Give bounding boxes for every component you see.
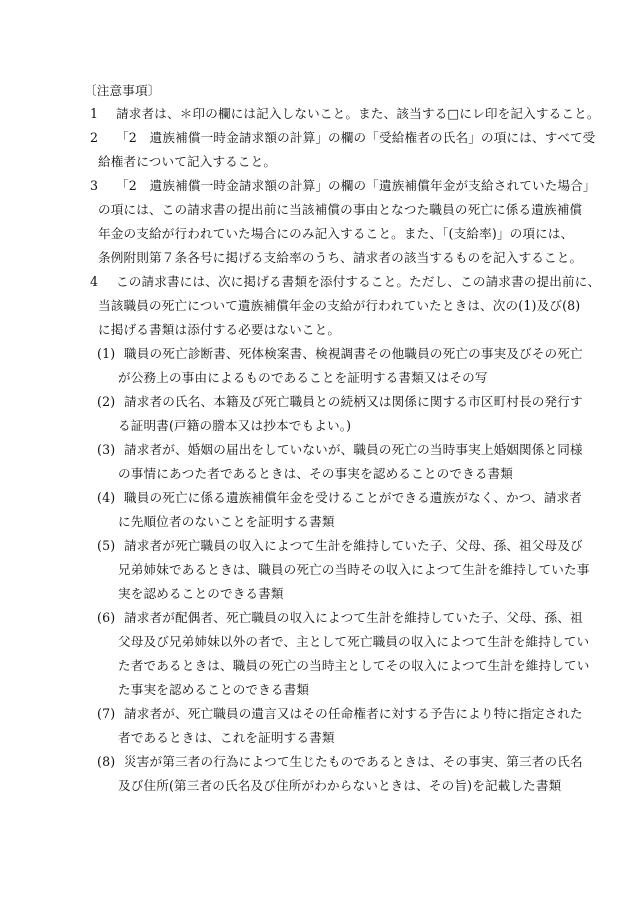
note-text: 「2 遺族補償一時金請求額の計算」の欄の「遺族補償年金が支給されていた場合」 <box>116 178 596 193</box>
document-text-continued: 父母及び兄弟姉妹以外の者で、主として死亡職員の収入によつて生計を維持してい <box>118 634 590 649</box>
document-text: 請求者が配偶者、死亡職員の収入によつて生計を維持していた子、父母、孫、祖 <box>124 610 583 625</box>
note-text-continued: 当該職員の死亡について遺族補償年金の支給が行われていたときは、次の(1)及び(8) <box>98 298 581 313</box>
notes-heading: 〔注意事項〕 <box>84 83 161 98</box>
document-item-4 <box>97 490 582 506</box>
note-number: 3 <box>90 178 99 193</box>
document-number: (6) <box>97 610 116 625</box>
note-item-4 <box>90 274 600 290</box>
document-text-continued: 実を認めることのできる書類 <box>118 586 284 601</box>
note-text: 「2 遺族補償一時金請求額の計算」の欄の「受給権者の氏名」の項には、すべて受 <box>116 130 596 145</box>
note-item-3 <box>90 178 596 194</box>
document-text: 職員の死亡診断書、死体検案書、検視調書その他職員の死亡の事実及びその死亡 <box>124 346 583 361</box>
document-text: 災害が第三者の行為によつて生じたものであるときは、その事実、第三者の氏名 <box>124 754 583 769</box>
document-number: (5) <box>97 538 116 553</box>
document-text-continued: に先順位者のないことを証明する書類 <box>118 514 335 529</box>
note-number: 1 <box>90 106 99 121</box>
document-item-8 <box>97 754 583 770</box>
document-text-continued: 者であるときは、これを証明する書類 <box>118 730 335 745</box>
document-number: (8) <box>97 754 116 769</box>
note-text-continued: に掲げる書類は添付する必要はないこと。 <box>98 322 341 337</box>
document-number: (4) <box>97 490 116 505</box>
note-item-2 <box>90 130 595 146</box>
note-number: 2 <box>90 130 99 145</box>
note-text: 請求者は、＊印の欄には記入しないこと。また、該当する□にレ印を記入すること。 <box>116 106 600 121</box>
document-number: (7) <box>97 706 116 721</box>
document-text-continued: る証明書(戸籍の謄本又は抄本でもよい。) <box>118 418 352 433</box>
document-number: (3) <box>97 442 116 457</box>
document-text-continued: 及び住所(第三者の氏名及び住所がわからないときは、その旨)を記載した書類 <box>118 778 562 793</box>
document-text: 職員の死亡に係る遺族補償年金を受けることができる遺族がなく、かつ、請求者 <box>124 490 583 505</box>
note-text: この請求書には、次に掲げる書類を添付すること。ただし、この請求書の提出前に、 <box>116 274 601 289</box>
document-item-6 <box>97 610 583 626</box>
note-text-continued: 条例附則第７条各号に掲げる支給率のうち、請求者の該当するものを記入すること。 <box>98 250 583 265</box>
note-item-1 <box>90 106 600 122</box>
document-text: 請求者が、婚姻の届出をしていないが、職員の死亡の当時事実上婚姻関係と同様 <box>124 442 583 457</box>
document-text-continued: 兄弟姉妹であるときは、職員の死亡の当時その収入によつて生計を維持していた事 <box>118 562 590 577</box>
document-number: (2) <box>97 394 116 409</box>
document-item-7 <box>97 706 583 722</box>
document-number: (1) <box>97 346 116 361</box>
document-text-continued: が公務上の事由によるものであることを証明する書類又はその写 <box>118 370 488 385</box>
document-text: 請求者が、死亡職員の遺言又はその任命権者に対する予告により特に指定された <box>124 706 583 721</box>
note-text-continued: の項には、この請求書の提出前に当該補償の事由となつた職員の死亡に係る遺族補償 <box>98 202 583 217</box>
document-text-continued: の事情にあつた者であるときは、その事実を認めることのできる書類 <box>118 466 514 481</box>
note-text-continued: 年金の支給が行われていた場合にのみ記入すること。また、「(支給率)」の項には、 <box>98 226 574 241</box>
document-text-continued: た事実を認めることのできる書類 <box>118 682 310 697</box>
document-text: 請求者の氏名、本籍及び死亡職員との続柄又は関係に関する市区町村長の発行す <box>124 394 583 409</box>
document-item-3 <box>97 442 583 458</box>
document-text: 請求者が死亡職員の収入によつて生計を維持していた子、父母、孫、祖父母及び <box>124 538 583 553</box>
document-item-1 <box>97 346 583 362</box>
document-text-continued: た者であるときは、職員の死亡の当時主としてその収入によつて生計を維持してい <box>118 658 590 673</box>
note-number: 4 <box>90 274 99 289</box>
document-item-5 <box>97 538 583 554</box>
note-text-continued: 給権者について記入すること。 <box>98 154 277 169</box>
document-item-2 <box>97 394 583 410</box>
